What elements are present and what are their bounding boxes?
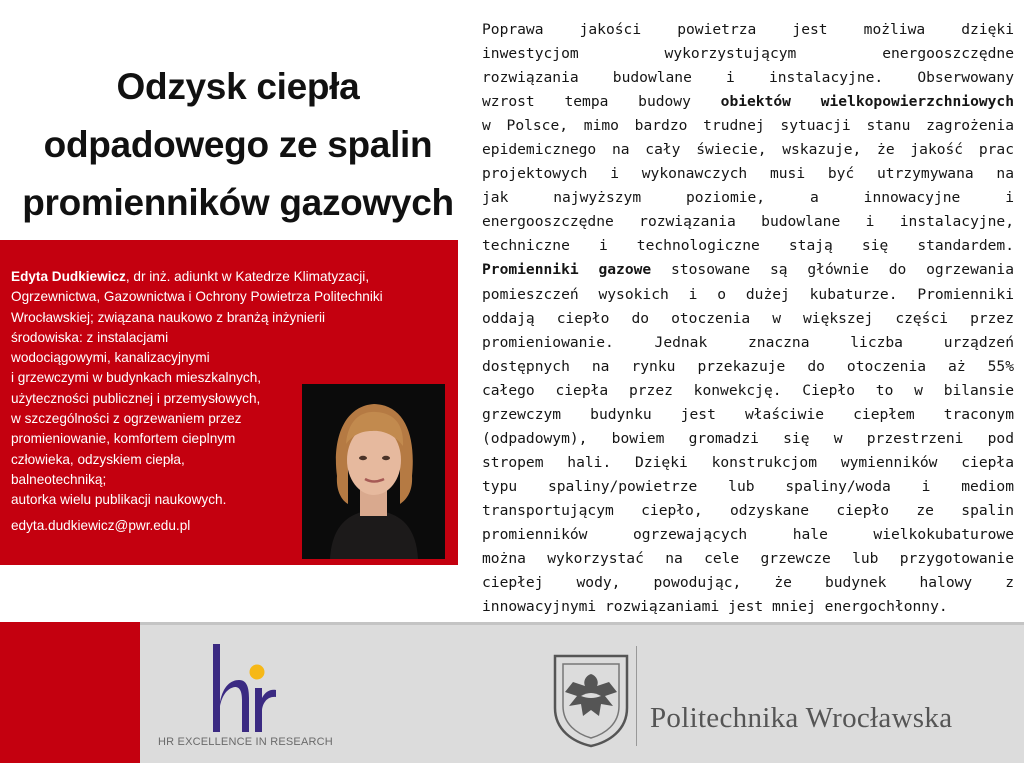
bio-text: , dr inż. adiunkt w Katedrze Klimatyzacji, (125, 269, 370, 284)
author-email[interactable]: edyta.dudkiewicz@pwr.edu.pl (11, 517, 191, 533)
footer-divider (140, 622, 1024, 625)
article-line: ciepłej wody, powodując, że budynek halowy z (482, 574, 1014, 592)
article-text-run: wzrost tempa budowy (482, 93, 721, 111)
article-line: w Polsce, mimo bardzo trudnej sytuacji stanu zagrożenia (482, 117, 1014, 135)
article-line: (odpadowym), bowiem gromadzi się w przestrzeni pod (482, 429, 1014, 447)
bio-line: w szczególności z ogrzewaniem przez (11, 411, 242, 427)
highlight-term: Promienniki gazowe (482, 261, 652, 279)
article-line: inwestycjom wykorzystującym energooszczędne (482, 45, 1014, 63)
bio-line: użyteczności publicznej i przemysłowych, (11, 390, 261, 406)
article-line: Poprawa jakości powietrza jest możliwa dzięki (482, 21, 1014, 38)
article-line: innowacyjnymi rozwiązaniami jest mniej energochłonny. (482, 598, 948, 616)
university-name: Politechnika Wrocławska (650, 702, 953, 734)
portrait-illustration (302, 384, 445, 559)
highlight-term: obiektów wielkopowierzchniowych (720, 93, 1015, 111)
bio-line: Wrocławskiej; związana naukowo z branżą inżynierii (11, 309, 326, 325)
logo-divider (636, 646, 637, 746)
article-line: całego ciepła przez konwekcję. Ciepło to w bilansie (482, 381, 1014, 399)
footer (0, 622, 1024, 763)
article-line: pomieszczeń wysokich i o dużej kubaturze. Promienniki (482, 285, 1014, 303)
article-line: epidemicznego na cały świecie, wskazuje, że jakość prac (482, 141, 1014, 159)
article-line (482, 258, 1014, 282)
bio-line: promieniowanie, komfortem cieplnym (11, 431, 236, 447)
bio-line: środowiska: z instalacjami (11, 329, 169, 345)
article-text-run: stosowane są głównie do ogrzewania (651, 261, 1014, 279)
bio-line: i grzewczymi w budynkach mieszkalnych, (11, 370, 262, 386)
author-bio-panel (0, 240, 458, 565)
title-line: promienników gazowych (22, 182, 454, 223)
bio-line: wodociągowymi, kanalizacyjnymi (11, 350, 210, 366)
article-line: transportującym ciepło, odzyskane ciepło ze spalin (482, 501, 1014, 519)
article-line: można wykorzystać na cele grzewcze lub przygotowanie (482, 550, 1014, 568)
page-title (0, 58, 476, 232)
title-line: Odzysk ciepła (116, 66, 360, 107)
article-line: oddają ciepło do otoczenia w większej części przez (482, 309, 1014, 327)
article-line: grzewczym budynku jest właściwie ciepłem traconym (482, 405, 1014, 423)
article-line: typu spaliny/powietrze lub spaliny/woda i mediom (482, 477, 1014, 495)
article-line: stropem hali. Dzięki konstrukcjom wymienników ciepła (482, 453, 1014, 471)
bio-line: autorka wielu publikacji naukowych. (11, 492, 227, 508)
hr-caption: HR EXCELLENCE IN RESEARCH (158, 736, 333, 748)
article-line: techniczne i technologiczne stają się standardem. (482, 237, 1014, 255)
article-line: energooszczędne rozwiązania budowlane i instalacyjne, (482, 213, 1014, 231)
article-line: rozwiązania budowlane i instalacyjne. Obserwowany (482, 69, 1014, 87)
bio-line (11, 267, 441, 287)
hr-excellence-logo-icon (205, 640, 285, 740)
title-line: odpadowego ze spalin (43, 124, 433, 165)
footer-accent-block (0, 622, 140, 763)
article-line: promieniowanie. Jednak znaczna liczba urządzeń (482, 333, 1014, 351)
author-photo (302, 384, 445, 559)
article-text (482, 18, 1014, 619)
article-line: projektowych i wykonawczych musi być utrzymywana na (482, 165, 1014, 183)
article-line: jak najwyższym poziomie, a innowacyjne i (482, 189, 1014, 207)
article-line (482, 90, 1014, 114)
author-name: Edyta Dudkiewicz (11, 269, 126, 284)
bio-line: balneotechniką; (11, 471, 107, 487)
article-line: promienników ogrzewających hale wielkokubaturowe (482, 525, 1014, 543)
bio-line: człowieka, odzyskiem ciepła, (11, 451, 185, 467)
university-crest-icon (551, 652, 631, 748)
article-line: dostępnych na rynku przekazuje do otoczenia aż 55% (482, 357, 1014, 375)
bio-line: Ogrzewnictwa, Gazownictwa i Ochrony Powietrza Politechniki (11, 289, 383, 305)
